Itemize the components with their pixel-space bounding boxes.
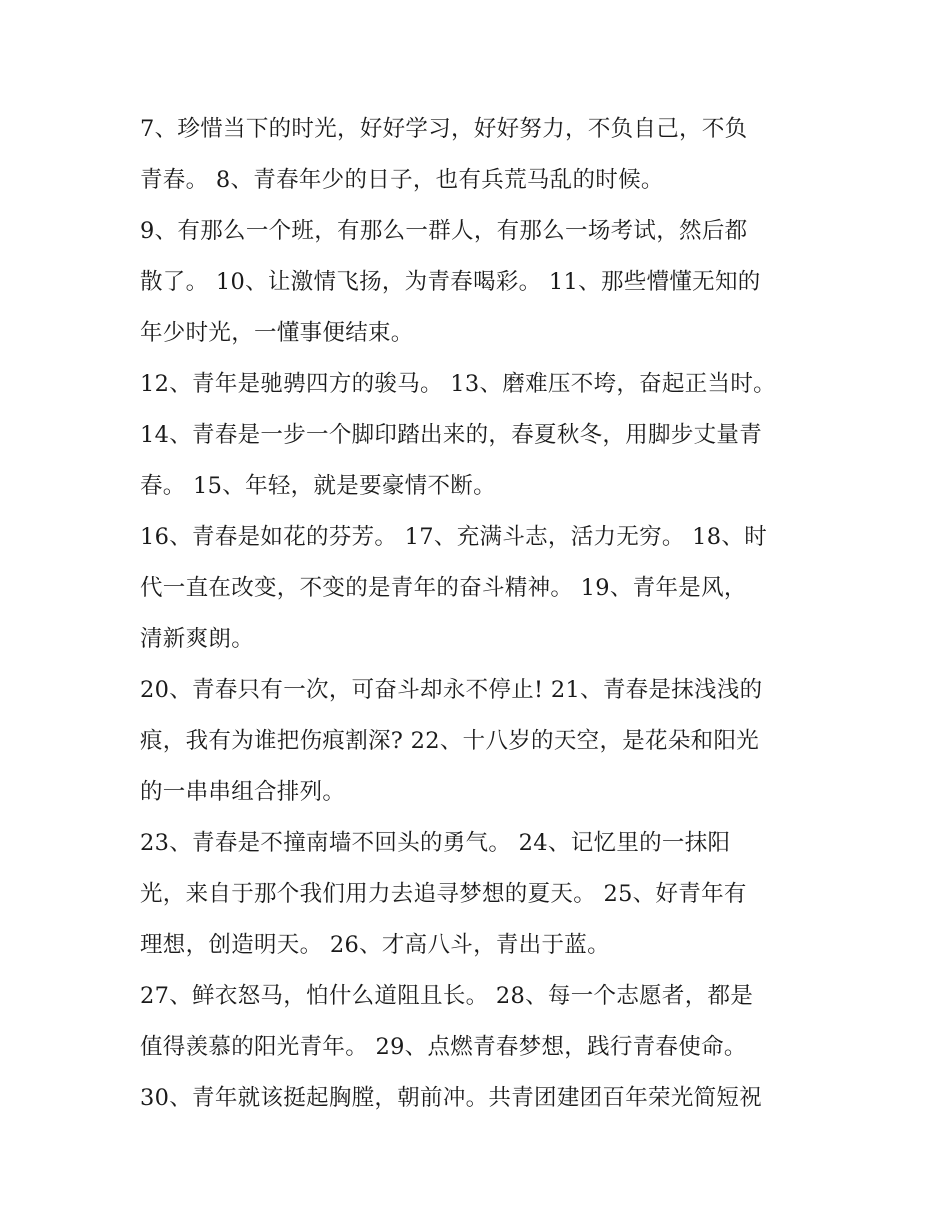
text-line: 理想，创造明天。 26、才高八斗，青出于蓝。 bbox=[140, 932, 610, 958]
text-line: 青春。 8、青春年少的日子，也有兵荒马乱的时候。 bbox=[140, 167, 664, 193]
text-line: 的一串串组合排列。 bbox=[140, 779, 346, 805]
text-line: 7、珍惜当下的时光，好好学习，好好努力，不负自己，不负 bbox=[140, 116, 748, 142]
text-line: 16、青春是如花的芬芳。 17、充满斗志，活力无穷。 18、时 bbox=[140, 524, 767, 550]
text-line: 23、青春是不撞南墙不回头的勇气。 24、记忆里的一抹阳 bbox=[140, 830, 731, 856]
text-line: 9、有那么一个班，有那么一群人，有那么一场考试，然后都 bbox=[140, 218, 748, 244]
text-line: 代一直在改变，不变的是青年的奋斗精神。 19、青年是风， bbox=[140, 575, 747, 601]
text-line: 春。 15、年轻，就是要豪情不断。 bbox=[140, 473, 496, 499]
text-line: 值得羡慕的阳光青年。 29、点燃青春梦想，践行青春使命。 bbox=[140, 1034, 747, 1060]
text-line: 30、青年就该挺起胸膛，朝前冲。共青团建团百年荣光简短祝 bbox=[140, 1085, 763, 1111]
text-line: 27、鲜衣怒马，怕什么道阻且长。 28、每一个志愿者，都是 bbox=[140, 983, 754, 1009]
text-line: 痕，我有为谁把伤痕割深? 22、十八岁的天空，是花朵和阳光 bbox=[140, 728, 760, 754]
text-line: 14、青春是一步一个脚印踏出来的，春夏秋冬，用脚步丈量青 bbox=[140, 422, 763, 448]
text-line: 散了。 10、让激情飞扬，为青春喝彩。 11、那些懵懂无知的 bbox=[140, 269, 761, 295]
text-line: 20、青春只有一次，可奋斗却永不停止! 21、青春是抹浅浅的 bbox=[140, 677, 763, 703]
text-line: 光，来自于那个我们用力去追寻梦想的夏天。 25、好青年有 bbox=[140, 881, 747, 907]
text-line: 清新爽朗。 bbox=[140, 626, 255, 652]
text-line: 年少时光，一懂事便结束。 bbox=[140, 320, 414, 346]
text-line: 12、青年是驰骋四方的骏马。 13、磨难压不垮，奋起正当时。 bbox=[140, 371, 776, 397]
